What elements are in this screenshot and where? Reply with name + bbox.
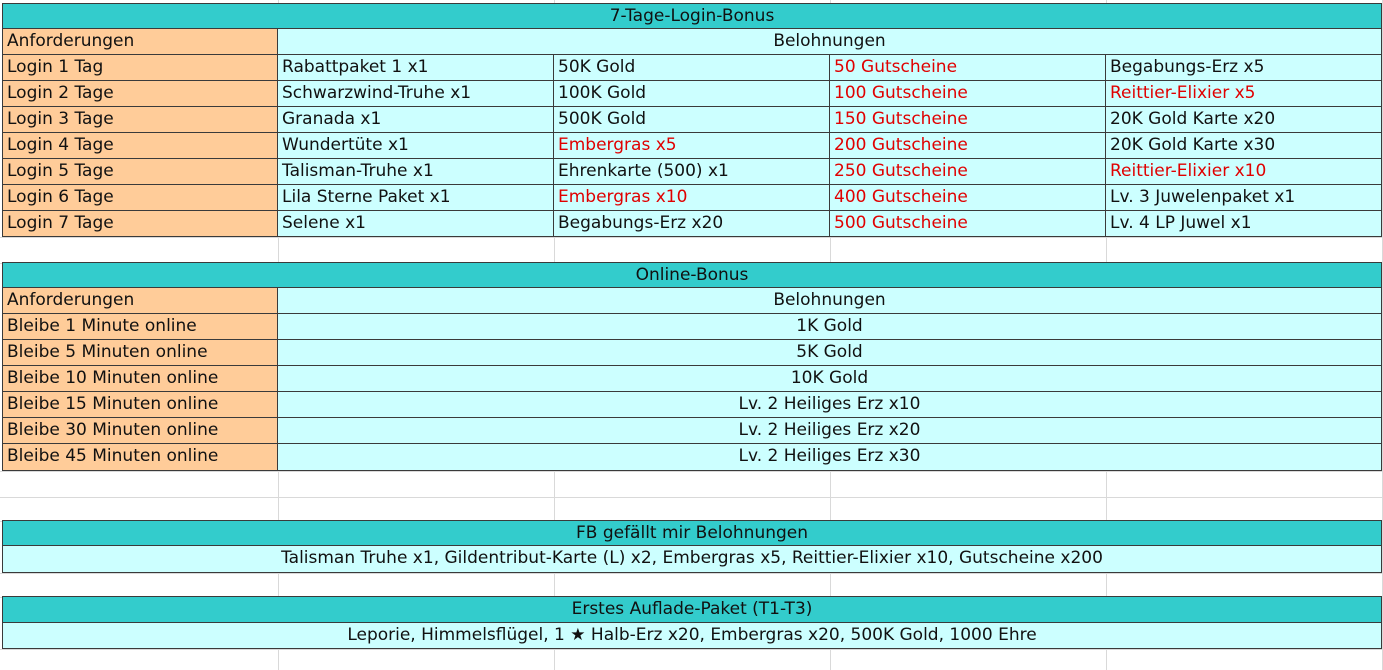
- login-reward-cell[interactable]: 20K Gold Karte x30: [1105, 132, 1382, 159]
- login-reward-cell[interactable]: 150 Gutscheine: [829, 106, 1106, 133]
- online-reward-cell[interactable]: 1K Gold: [277, 313, 1382, 340]
- login-reward-cell[interactable]: Talisman-Truhe x1: [277, 158, 554, 185]
- login-reward-cell[interactable]: Begabungs-Erz x20: [553, 210, 830, 237]
- login-reward-cell[interactable]: Embergras x5: [553, 132, 830, 159]
- gridline: [0, 573, 1383, 574]
- fb-bonus-content[interactable]: Talisman Truhe x1, Gildentribut-Karte (L) x2, Embergras x5, Reittier-Elixier x10, Gutscheine x200: [2, 545, 1382, 573]
- login-reward-cell[interactable]: Lv. 4 LP Juwel x1: [1105, 210, 1382, 237]
- login-req-header[interactable]: Anforderungen: [2, 28, 278, 55]
- login-reward-cell[interactable]: 400 Gutscheine: [829, 184, 1106, 211]
- first-topup-title[interactable]: Erstes Auflade-Paket (T1-T3): [2, 596, 1382, 623]
- login-reward-cell[interactable]: 20K Gold Karte x20: [1105, 106, 1382, 133]
- login-reward-cell[interactable]: 50K Gold: [553, 54, 830, 81]
- login-reward-cell[interactable]: 100 Gutscheine: [829, 80, 1106, 107]
- online-req-cell[interactable]: Bleibe 5 Minuten online: [2, 339, 278, 366]
- online-reward-cell[interactable]: Lv. 2 Heiliges Erz x20: [277, 417, 1382, 444]
- login-bonus-title[interactable]: 7-Tage-Login-Bonus: [2, 3, 1382, 29]
- login-rew-header[interactable]: Belohnungen: [277, 28, 1382, 55]
- online-req-cell[interactable]: Bleibe 1 Minute online: [2, 313, 278, 340]
- login-reward-cell[interactable]: 500 Gutscheine: [829, 210, 1106, 237]
- online-reward-cell[interactable]: 5K Gold: [277, 339, 1382, 366]
- online-reward-cell[interactable]: Lv. 2 Heiliges Erz x10: [277, 391, 1382, 418]
- login-req-cell[interactable]: Login 1 Tag: [2, 54, 278, 81]
- login-reward-cell[interactable]: Reittier-Elixier x5: [1105, 80, 1382, 107]
- login-reward-cell[interactable]: Granada x1: [277, 106, 554, 133]
- first-topup-content[interactable]: Leporie, Himmelsflügel, 1 ★ Halb-Erz x20, Embergras x20, 500K Gold, 1000 Ehre: [2, 622, 1382, 649]
- login-reward-cell[interactable]: Reittier-Elixier x10: [1105, 158, 1382, 185]
- online-req-cell[interactable]: Bleibe 45 Minuten online: [2, 443, 278, 471]
- login-reward-cell[interactable]: 50 Gutscheine: [829, 54, 1106, 81]
- login-reward-cell[interactable]: 100K Gold: [553, 80, 830, 107]
- login-reward-cell[interactable]: Embergras x10: [553, 184, 830, 211]
- login-req-cell[interactable]: Login 7 Tage: [2, 210, 278, 237]
- online-rew-header[interactable]: Belohnungen: [277, 287, 1382, 314]
- online-req-cell[interactable]: Bleibe 15 Minuten online: [2, 391, 278, 418]
- login-req-cell[interactable]: Login 2 Tage: [2, 80, 278, 107]
- gridline: [0, 471, 1383, 472]
- login-reward-cell[interactable]: Selene x1: [277, 210, 554, 237]
- login-req-cell[interactable]: Login 6 Tage: [2, 184, 278, 211]
- login-req-cell[interactable]: Login 4 Tage: [2, 132, 278, 159]
- login-reward-cell[interactable]: Wundertüte x1: [277, 132, 554, 159]
- login-req-cell[interactable]: Login 3 Tage: [2, 106, 278, 133]
- login-reward-cell[interactable]: Schwarzwind-Truhe x1: [277, 80, 554, 107]
- online-reward-cell[interactable]: Lv. 2 Heiliges Erz x30: [277, 443, 1382, 471]
- online-bonus-title[interactable]: Online-Bonus: [2, 262, 1382, 288]
- login-reward-cell[interactable]: Lila Sterne Paket x1: [277, 184, 554, 211]
- gridline: [0, 649, 1383, 650]
- gridline: [0, 237, 1383, 238]
- login-reward-cell[interactable]: Begabungs-Erz x5: [1105, 54, 1382, 81]
- login-req-cell[interactable]: Login 5 Tage: [2, 158, 278, 185]
- login-reward-cell[interactable]: Rabattpaket 1 x1: [277, 54, 554, 81]
- gridline: [0, 497, 1383, 498]
- online-reward-cell[interactable]: 10K Gold: [277, 365, 1382, 392]
- fb-bonus-title[interactable]: FB gefällt mir Belohnungen: [2, 520, 1382, 546]
- login-reward-cell[interactable]: Ehrenkarte (500) x1: [553, 158, 830, 185]
- login-reward-cell[interactable]: 200 Gutscheine: [829, 132, 1106, 159]
- online-req-header[interactable]: Anforderungen: [2, 287, 278, 314]
- login-reward-cell[interactable]: Lv. 3 Juwelenpaket x1: [1105, 184, 1382, 211]
- login-reward-cell[interactable]: 250 Gutscheine: [829, 158, 1106, 185]
- login-reward-cell[interactable]: 500K Gold: [553, 106, 830, 133]
- online-req-cell[interactable]: Bleibe 30 Minuten online: [2, 417, 278, 444]
- online-req-cell[interactable]: Bleibe 10 Minuten online: [2, 365, 278, 392]
